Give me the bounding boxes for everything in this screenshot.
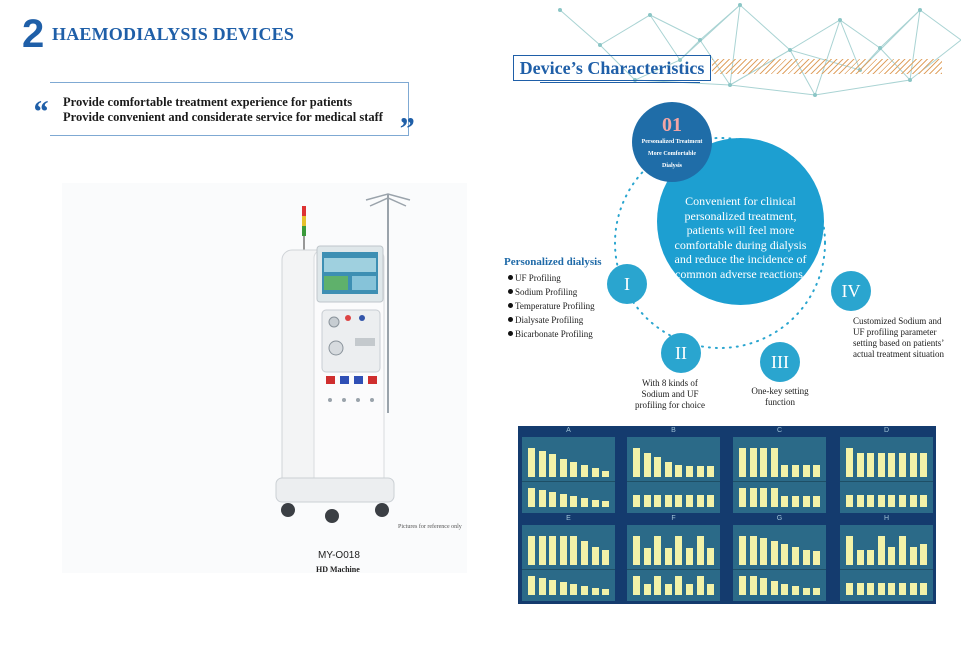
sodium-bar <box>644 453 651 477</box>
machine-name: HD Machine <box>316 565 360 574</box>
hd-machine-illustration <box>270 188 420 528</box>
uf-bar <box>581 498 588 507</box>
bullet-icon <box>508 331 513 336</box>
sodium-bar <box>771 541 778 565</box>
uf-bar <box>813 496 820 507</box>
sodium-bar <box>920 453 927 477</box>
uf-bar <box>528 576 535 595</box>
personalized-heading: Personalized dialysis <box>504 256 602 268</box>
section-title: HAEMODIALYSIS DEVICES <box>52 24 295 44</box>
profile-label: B <box>671 427 676 434</box>
sodium-bar <box>760 538 767 565</box>
panel-divider <box>627 481 720 482</box>
uf-bar <box>665 495 672 507</box>
uf-bar <box>602 589 609 595</box>
uf-bar <box>592 588 599 595</box>
profile-panel <box>522 427 615 513</box>
sodium-bar <box>867 550 874 565</box>
sodium-bar <box>750 536 757 565</box>
sodium-bar <box>539 451 546 477</box>
uf-bar <box>920 495 927 507</box>
sodium-bar <box>686 466 693 477</box>
uf-bar <box>549 492 556 507</box>
sodium-bar <box>549 454 556 477</box>
sodium-bar <box>528 448 535 477</box>
uf-bar <box>560 494 567 507</box>
uf-bar <box>560 582 567 595</box>
sodium-bar <box>581 541 588 565</box>
uf-bar <box>910 583 917 595</box>
picture-note: Pictures for reference only <box>398 524 462 530</box>
list-item: Bicarbonate Profiling <box>508 329 593 339</box>
sodium-bar <box>549 536 556 565</box>
sodium-bar <box>560 459 567 477</box>
uf-bar <box>888 583 895 595</box>
panel-divider <box>733 481 826 482</box>
sodium-bar <box>813 551 820 565</box>
sodium-bar <box>750 448 757 477</box>
list-item: UF Profiling <box>508 273 561 283</box>
uf-bar <box>750 576 757 595</box>
sodium-bar <box>739 536 746 565</box>
uf-bar <box>878 583 885 595</box>
point-ii-circle: II <box>661 333 701 373</box>
bullet-icon <box>508 289 513 294</box>
sodium-bar <box>654 536 661 565</box>
uf-bar <box>910 495 917 507</box>
point-iii-text: One-key setting function <box>751 386 809 407</box>
profile-panel <box>522 515 615 601</box>
sodium-bar <box>686 548 693 565</box>
panel-divider <box>522 569 615 570</box>
sodium-bar <box>675 536 682 565</box>
profile-label: G <box>776 515 783 522</box>
feature-line-1: Personalized Treatment <box>641 139 703 145</box>
uf-bar <box>899 495 906 507</box>
sodium-bar <box>602 550 609 565</box>
uf-bar <box>867 583 874 595</box>
uf-bar <box>888 495 895 507</box>
uf-bar <box>644 584 651 595</box>
uf-bar <box>675 576 682 595</box>
bullet-icon <box>508 303 513 308</box>
sodium-bar <box>910 453 917 477</box>
uf-bar <box>857 583 864 595</box>
sodium-bar <box>707 548 714 565</box>
list-item: Dialysate Profiling <box>508 315 583 325</box>
sodium-bar <box>675 465 682 477</box>
sodium-bar <box>888 453 895 477</box>
characteristics-title: Device’s Characteristics <box>513 55 711 81</box>
uf-bar <box>803 496 810 507</box>
sodium-bar <box>910 547 917 565</box>
sodium-bar <box>781 465 788 477</box>
sodium-bar <box>570 462 577 477</box>
title-underline <box>540 82 700 83</box>
sodium-bar <box>528 536 535 565</box>
main-feature-description: Convenient for clinical personalized treatment, patients will feel more comfortable during dialysis and reduce the incidence of common adverse reactions. <box>674 194 807 281</box>
list-item: Temperature Profiling <box>508 301 595 311</box>
uf-bar <box>633 495 640 507</box>
uf-bar <box>781 584 788 595</box>
sodium-bar <box>633 536 640 565</box>
sodium-bar <box>878 453 885 477</box>
uf-bar <box>528 488 535 507</box>
sodium-bar <box>644 548 651 565</box>
uf-bar <box>675 495 682 507</box>
uf-bar <box>633 576 640 595</box>
sodium-bar <box>867 453 874 477</box>
title-stripes-decoration <box>712 59 942 74</box>
sodium-bar <box>803 465 810 477</box>
sodium-bar <box>654 457 661 477</box>
profile-label: F <box>671 515 676 522</box>
profile-label: D <box>883 427 890 434</box>
sodium-bar <box>602 471 609 477</box>
uf-bar <box>707 495 714 507</box>
sodium-bar <box>665 462 672 477</box>
uf-bar <box>792 586 799 595</box>
uf-bar <box>920 583 927 595</box>
point-iv-text: Customized Sodium and UF profiling parameter setting based on patients’ actual treatment situation <box>853 316 944 359</box>
uf-bar <box>857 495 864 507</box>
sodium-bar <box>803 550 810 565</box>
sodium-bar <box>539 536 546 565</box>
sodium-bar <box>813 465 820 477</box>
uf-bar <box>539 490 546 507</box>
machine-model: MY-O018 <box>318 550 360 561</box>
quote-close-mark: ” <box>398 110 414 146</box>
uf-bar <box>592 500 599 507</box>
sodium-bar <box>760 448 767 477</box>
feature-number: 01 <box>662 114 682 136</box>
uf-bar <box>878 495 885 507</box>
sodium-bar <box>846 448 853 477</box>
sodium-bar <box>846 536 853 565</box>
sodium-bar <box>592 468 599 477</box>
uf-bar <box>846 495 853 507</box>
uf-bar <box>697 576 704 595</box>
uf-bar <box>792 496 799 507</box>
uf-bar <box>654 495 661 507</box>
sodium-bar <box>570 536 577 565</box>
profile-label: C <box>776 427 783 434</box>
uf-bar <box>581 586 588 595</box>
sodium-bar <box>899 536 906 565</box>
uf-bar <box>846 583 853 595</box>
sodium-bar <box>888 547 895 565</box>
uf-bar <box>539 578 546 595</box>
profile-label: E <box>566 515 571 522</box>
sodium-bar <box>792 547 799 565</box>
point-iii-circle: III <box>760 342 800 382</box>
profile-panel <box>840 427 933 513</box>
panel-divider <box>627 569 720 570</box>
sodium-bar <box>739 448 746 477</box>
uf-bar <box>899 583 906 595</box>
uf-bar <box>654 576 661 595</box>
quote-open-mark: “ <box>32 93 48 129</box>
uf-bar <box>867 495 874 507</box>
profile-panels <box>518 426 936 604</box>
uf-bar <box>549 580 556 595</box>
profile-panel <box>627 515 720 601</box>
uf-bar <box>760 488 767 507</box>
uf-bar <box>686 495 693 507</box>
bullet-icon <box>508 275 513 280</box>
uf-bar <box>697 495 704 507</box>
uf-bar <box>739 488 746 507</box>
list-item: Sodium Profiling <box>508 287 577 297</box>
point-ii-text: With 8 kinds of Sodium and UF profiling for choice <box>635 378 705 410</box>
feature-number-circle <box>632 102 712 182</box>
uf-bar <box>771 581 778 595</box>
sodium-bar <box>857 550 864 565</box>
point-i-circle: I <box>607 264 647 304</box>
panel-divider <box>840 569 933 570</box>
uf-bar <box>771 488 778 507</box>
uf-bar <box>781 496 788 507</box>
sodium-bar <box>581 465 588 477</box>
profile-panel <box>733 515 826 601</box>
quote-line-2: Provide convenient and considerate service for medical staff <box>63 110 383 124</box>
uf-bar <box>760 578 767 595</box>
uf-bar <box>750 488 757 507</box>
uf-bar <box>570 584 577 595</box>
sodium-bar <box>592 547 599 565</box>
sodium-bar <box>633 448 640 477</box>
sodium-bar <box>771 448 778 477</box>
uf-bar <box>803 588 810 595</box>
profile-label: H <box>883 515 890 522</box>
profile-panel <box>733 427 826 513</box>
bullet-icon <box>508 317 513 322</box>
sodium-bar <box>697 466 704 477</box>
sodium-bar <box>857 453 864 477</box>
profile-label: A <box>566 427 571 434</box>
uf-bar <box>570 496 577 507</box>
quote-line-1: Provide comfortable treatment experience for patients <box>63 95 353 109</box>
sodium-bar <box>707 466 714 477</box>
uf-bar <box>707 584 714 595</box>
uf-bar <box>813 588 820 595</box>
sodium-bar <box>878 536 885 565</box>
panel-divider <box>522 481 615 482</box>
uf-bar <box>602 501 609 507</box>
sodium-bar <box>792 465 799 477</box>
sodium-bar <box>920 544 927 565</box>
sodium-bar <box>665 548 672 565</box>
uf-bar <box>686 584 693 595</box>
feature-line-2: More Comfortable <box>647 151 697 157</box>
feature-line-3: Dialysis <box>661 163 682 169</box>
sodium-bar <box>560 536 567 565</box>
uf-bar <box>739 576 746 595</box>
uf-bar <box>665 584 672 595</box>
profile-panel <box>627 427 720 513</box>
point-iv-circle: IV <box>831 271 871 311</box>
uf-bar <box>644 495 651 507</box>
panel-divider <box>840 481 933 482</box>
profile-panel <box>840 515 933 601</box>
sodium-bar <box>781 544 788 565</box>
section-number: 2 <box>22 12 45 56</box>
sodium-bar <box>899 453 906 477</box>
panel-divider <box>733 569 826 570</box>
sodium-bar <box>697 536 704 565</box>
